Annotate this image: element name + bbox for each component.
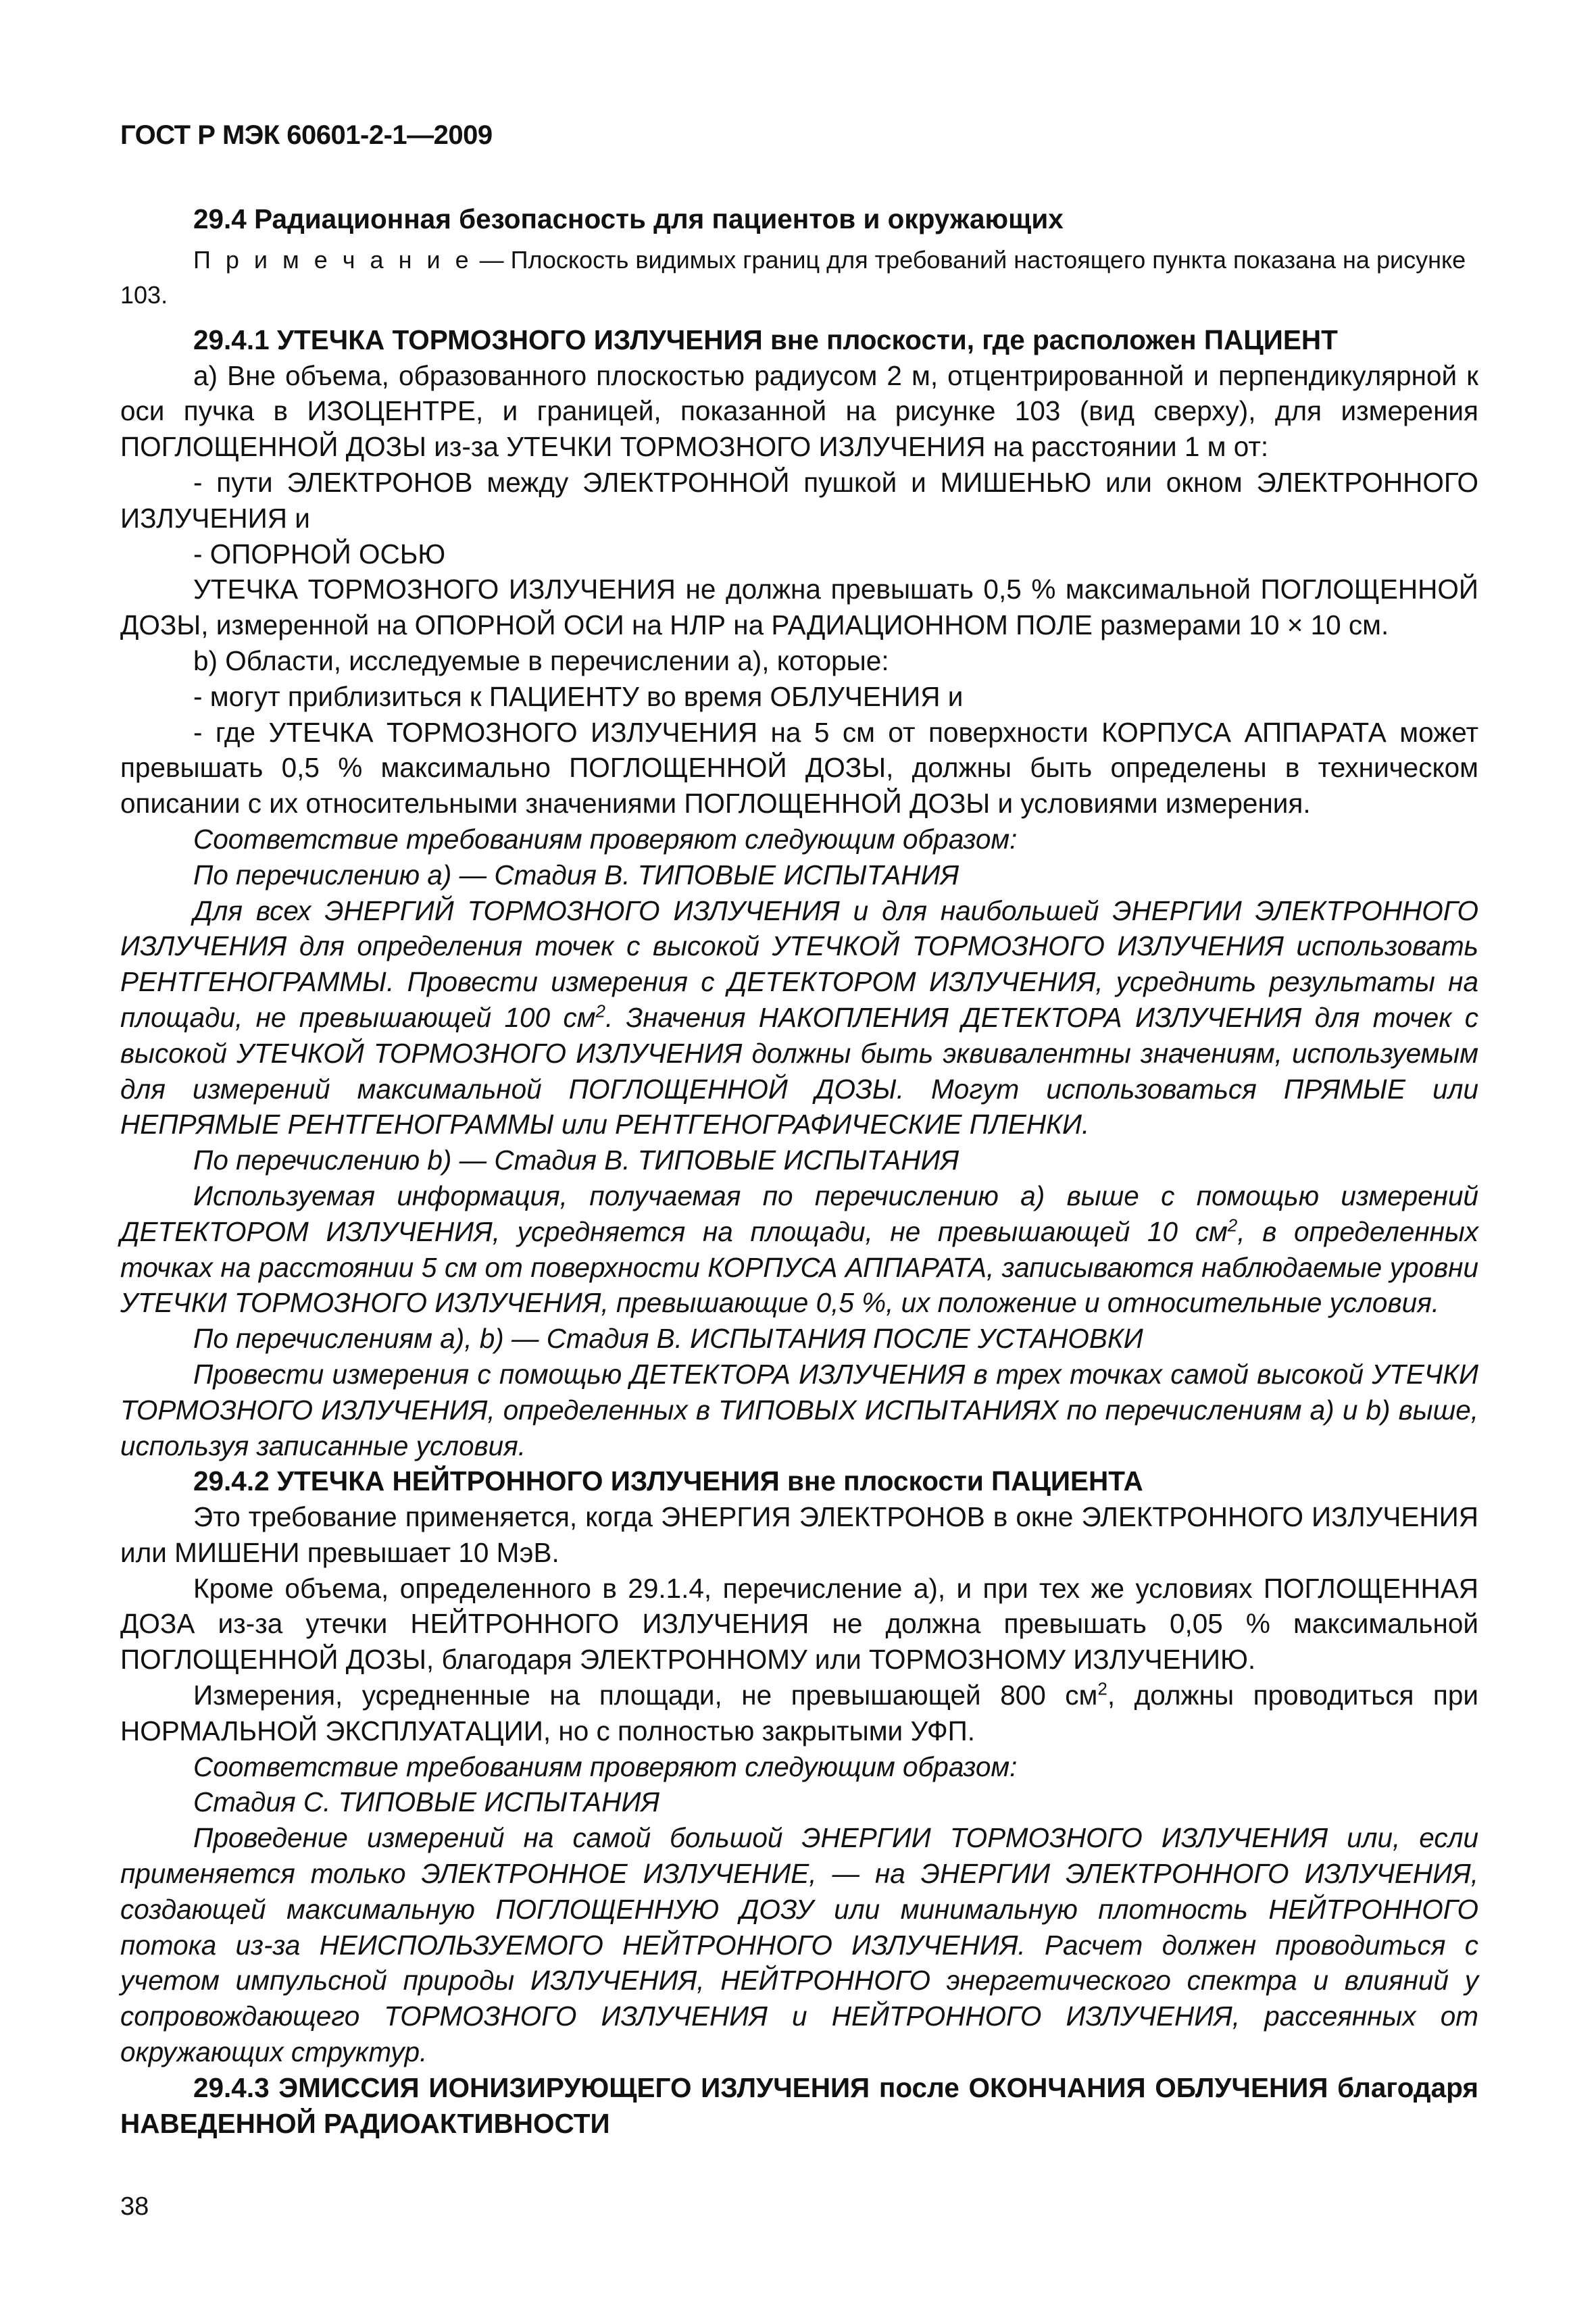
text-run: Используемая информация, получаемая по перечислению а) выше с помощью измерений ДЕТЕКТОРОМ ИЗЛУЧЕНИЯ, усредняется на площади, не превышающей 10 см: [120, 1180, 1478, 1247]
document-body: [120, 201, 1478, 2141]
test-procedure: [120, 1178, 1478, 1321]
paragraph: - ОПОРНОЙ ОСЬЮ: [193, 538, 446, 570]
section-heading-29-4-3: 29.4.3 ЭМИССИЯ ИОНИЗИРУЮЩЕГО ИЗЛУЧЕНИЯ после ОКОНЧАНИЯ ОБЛУЧЕНИЯ благодаря НАВЕДЕННОЙ РАДИОАКТИВНОСТИ: [120, 2071, 1478, 2139]
test-stage: По перечислению а) — Стадия В. ТИПОВЫЕ ИСПЫТАНИЯ: [193, 859, 959, 890]
paragraph: Это требование применяется, когда ЭНЕРГИЯ ЭЛЕКТРОНОВ в окне ЭЛЕКТРОННОГО ИЗЛУЧЕНИЯ или МИШЕНИ превышает 10 МэВ.: [120, 1501, 1478, 1568]
paragraph: - могут приблизиться к ПАЦИЕНТУ во время ОБЛУЧЕНИЯ и: [193, 680, 964, 712]
compliance-intro: Соответствие требованиям проверяют следующим образом:: [193, 823, 1018, 855]
test-stage: По перечислению b) — Стадия В. ТИПОВЫЕ ИСПЫТАНИЯ: [193, 1145, 959, 1176]
test-stage: Стадия С. ТИПОВЫЕ ИСПЫТАНИЯ: [193, 1786, 660, 1818]
test-procedure: Провести измерения с помощью ДЕТЕКТОРА ИЗЛУЧЕНИЯ в трех точках самой высокой УТЕЧКИ ТОРМОЗНОГО ИЗЛУЧЕНИЯ, определенных в ТИПОВЫХ ИСПЫТАНИЯХ по перечислениям а) и b) выше, используя записанные условия.: [120, 1358, 1478, 1461]
superscript: 2: [595, 1001, 605, 1022]
paragraph: Кроме объема, определенного в 29.1.4, перечисление а), и при тех же условиях ПОГЛОЩЕННАЯ ДОЗА из-за утечки НЕЙТРОННОГО ИЗЛУЧЕНИЯ не должна превышать 0,05 % максимальной ПОГЛОЩЕННОЙ ДОЗЫ, благодаря ЭЛЕКТРОННОМУ или ТОРМОЗНОМУ ИЗЛУЧЕНИЮ.: [120, 1572, 1478, 1676]
text-run: Измерения, усредненные на площади, не превышающей 800 см: [193, 1680, 1098, 1711]
paragraph: - пути ЭЛЕКТРОНОВ между ЭЛЕКТРОННОЙ пушкой и МИШЕНЬЮ или окном ЭЛЕКТРОННОГО ИЗЛУЧЕНИЯ и: [120, 466, 1478, 534]
test-stage: По перечислениям а), b) — Стадия В. ИСПЫТАНИЯ ПОСЛЕ УСТАНОВКИ: [193, 1323, 1143, 1355]
test-procedure: Проведение измерений на самой большой ЭНЕРГИИ ТОРМОЗНОГО ИЗЛУЧЕНИЯ или, если применяется только ЭЛЕКТРОННОЕ ИЗЛУЧЕНИЕ, — на ЭНЕРГИИ ЭЛЕКТРОННОГО ИЗЛУЧЕНИЯ, создающей максимальную ПОГЛОЩЕННУЮ ДОЗУ или минимальную плотность НЕЙТРОННОГО потока из-за НЕИСПОЛЬЗУЕМОГО НЕЙТРОННОГО ИЗЛУЧЕНИЯ. Расчет должен проводиться с учетом импульсной природы ИЗЛУЧЕНИЯ, НЕЙТРОННОГО энергетического спектра и влияний у сопровождающего ТОРМОЗНОГО ИЗЛУЧЕНИЯ и НЕЙТРОННОГО ИЗЛУЧЕНИЯ, рассеянных от окружающих структур.: [120, 1822, 1478, 2068]
text-run: Для всех ЭНЕРГИЙ ТОРМОЗНОГО ИЗЛУЧЕНИЯ и для наибольшей ЭНЕРГИИ ЭЛЕКТРОННОГО ИЗЛУЧЕНИЯ для определения точек с высокой УТЕЧКОЙ ТОРМОЗНОГО ИЗЛУЧЕНИЯ использовать РЕНТГЕНОГРАММЫ. Провести измерения с ДЕТЕКТОРОМ ИЗЛУЧЕНИЯ, усреднить результаты на площади, не превышающей 100 см: [120, 895, 1478, 1033]
section-heading-29-4-2: 29.4.2 УТЕЧКА НЕЙТРОННОГО ИЗЛУЧЕНИЯ вне плоскости ПАЦИЕНТА: [193, 1465, 1143, 1497]
section-heading-29-4-1: 29.4.1 УТЕЧКА ТОРМОЗНОГО ИЗЛУЧЕНИЯ вне плоскости, где расположен ПАЦИЕНТ: [193, 324, 1338, 355]
paragraph: а) Вне объема, образованного плоскостью радиусом 2 м, отцентрированной и перпендикулярной к оси пучка в ИЗОЦЕНТРЕ, и границей, показанной на рисунке 103 (вид сверху), для измерения ПОГЛОЩЕННОЙ ДОЗЫ из-за УТЕЧКИ ТОРМОЗНОГО ИЗЛУЧЕНИЯ на расстоянии 1 м от:: [120, 359, 1478, 463]
text-run: . Значения НАКОПЛЕНИЯ ДЕТЕКТОРА ИЗЛУЧЕНИЯ для точек с высокой УТЕЧКОЙ ТОРМОЗНОГО ИЗЛУЧЕНИЯ должны быть эквивалентны значениям, используемым для измерений максимальной ПОГЛОЩЕННОЙ ДОЗЫ. Могут использоваться ПРЯМЫЕ или НЕПРЯМЫЕ РЕНТГЕНОГРАММЫ или РЕНТГЕНОГРАФИЧЕСКИЕ ПЛЕНКИ.: [120, 1001, 1478, 1140]
paragraph: [120, 1678, 1478, 1749]
superscript: 2: [1097, 1678, 1107, 1699]
text-run: , должны проводиться при НОРМАЛЬНОЙ ЭКСПЛУАТАЦИИ, но с полностью закрытыми УФП.: [120, 1680, 1478, 1746]
paragraph: b) Области, исследуемые в перечислении а), которые:: [193, 645, 889, 676]
note-text: — Плоскость видимых границ для требований настоящего пункта показана на рисунке 103.: [120, 245, 1466, 309]
document-header: ГОСТ Р МЭК 60601-2-1—2009: [120, 120, 493, 150]
note-label: П р и м е ч а н и е: [193, 245, 473, 274]
section-heading-29-4: 29.4 Радиационная безопасность для пациентов и окружающих: [193, 203, 1064, 234]
paragraph: - где УТЕЧКА ТОРМОЗНОГО ИЗЛУЧЕНИЯ на 5 см от поверхности КОРПУСА АППАРАТА может превышать 0,5 % максимально ПОГЛОЩЕННОЙ ДОЗЫ, должны быть определены в техническом описании с их относительными значениями ПОГЛОЩЕННОЙ ДОЗЫ и условиями измерения.: [120, 716, 1478, 820]
text-run: , в определенных точках на расстоянии 5 см от поверхности КОРПУСА АППАРАТА, записываются наблюдаемые уровни УТЕЧКИ ТОРМОЗНОГО ИЗЛУЧЕНИЯ, превышающие 0,5 %, их положение и относительные условия.: [120, 1215, 1478, 1319]
superscript: 2: [1227, 1215, 1238, 1236]
test-procedure: [120, 893, 1478, 1143]
page-number: 38: [120, 2192, 149, 2221]
compliance-intro: Соответствие требованиям проверяют следующим образом:: [193, 1751, 1018, 1782]
paragraph: УТЕЧКА ТОРМОЗНОГО ИЗЛУЧЕНИЯ не должна превышать 0,5 % максимальной ПОГЛОЩЕННОЙ ДОЗЫ, измеренной на ОПОРНОЙ ОСИ на НЛР на РАДИАЦИОННОМ ПОЛЕ размерами 10 × 10 см.: [120, 574, 1478, 641]
note: [120, 243, 1478, 313]
